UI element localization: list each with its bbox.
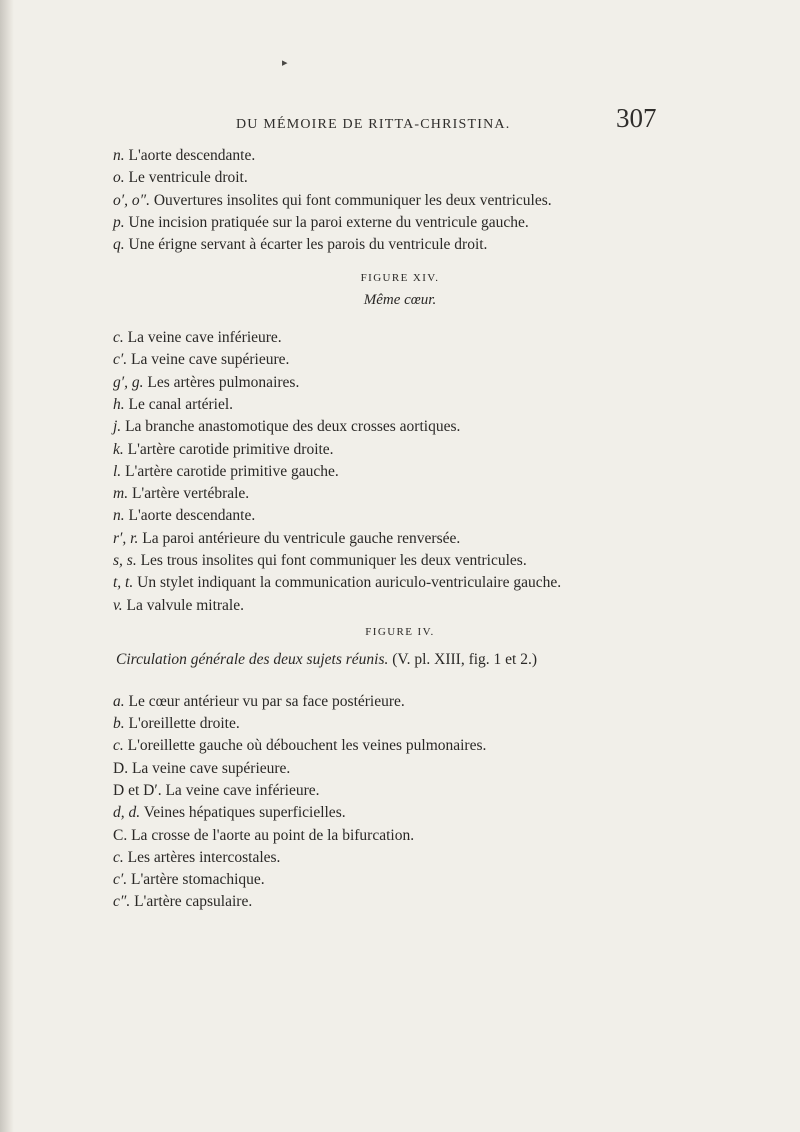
legend-item: [113, 168, 773, 188]
legend-item: [113, 870, 773, 890]
legend-item: [113, 328, 773, 348]
legend-label: c.: [113, 849, 124, 866]
legend-text: L'artère carotide primitive gauche.: [125, 463, 339, 480]
legend-item: [113, 692, 773, 712]
legend-label: g′, g.: [113, 374, 144, 391]
legend-label: o′, o″.: [113, 192, 150, 209]
legend-item: [113, 781, 773, 801]
legend-item: [113, 596, 773, 616]
legend-label: n.: [113, 147, 125, 164]
legend-label: c′.: [113, 871, 128, 888]
legend-item: [113, 213, 773, 233]
legend-label: C.: [113, 827, 128, 844]
legend-item: [113, 736, 773, 756]
legend-text: Ouvertures insolites qui font communiquer les deux ventricules.: [153, 192, 552, 209]
running-title: DU MÉMOIRE DE RITTA-CHRISTINA.: [236, 117, 511, 132]
figure-subheading-title: Circulation générale des deux sujets réunis.: [116, 651, 389, 668]
legend-label: q.: [113, 236, 125, 253]
legend-text: L'oreillette gauche où débouchent les veines pulmonaires.: [127, 737, 487, 754]
legend-item: [113, 373, 773, 393]
legend-item: [113, 235, 773, 255]
top-mark: ▸: [282, 57, 288, 69]
page-header: [0, 93, 800, 133]
legend-label: v.: [113, 597, 123, 614]
figure-subheading-reference: (V. pl. XIII, fig. 1 et 2.): [392, 651, 538, 668]
legend-item: [113, 484, 773, 504]
legend-label: j.: [113, 418, 122, 435]
legend-text: Veines hépatiques superficielles.: [143, 804, 346, 821]
legend-text: L'artère stomachique.: [131, 871, 265, 888]
legend-text: La crosse de l'aorte au point de la bifurcation.: [131, 827, 415, 844]
legend-text: L'artère carotide primitive droite.: [127, 441, 334, 458]
legend-item: [113, 529, 773, 549]
legend-text: La veine cave inférieure.: [127, 329, 282, 346]
legend-text: Un stylet indiquant la communication auriculo-ventriculaire gauche.: [137, 574, 562, 591]
legend-text: Le ventricule droit.: [128, 169, 248, 186]
legend-label: D.: [113, 760, 129, 777]
legend-text: La veine cave supérieure.: [131, 760, 291, 777]
legend-text: L'artère capsulaire.: [134, 893, 253, 910]
legend-item: [113, 714, 773, 734]
legend-label: p.: [113, 214, 125, 231]
legend-item: [113, 191, 773, 211]
legend-label: a.: [113, 693, 125, 710]
legend-text: L'oreillette droite.: [128, 715, 240, 732]
legend-text: Les artères pulmonaires.: [147, 374, 300, 391]
legend-text: La veine cave supérieure.: [131, 351, 290, 368]
legend-text: La valvule mitrale.: [126, 597, 244, 614]
legend-label: c.: [113, 737, 124, 754]
figure-subheading: Même cœur.: [363, 292, 437, 308]
legend-text: L'artère vertébrale.: [131, 485, 250, 502]
legend-item: [113, 826, 773, 846]
legend-item: [113, 440, 773, 460]
legend-item: [113, 350, 773, 370]
legend-label: c″.: [113, 893, 131, 910]
legend-label: t, t.: [113, 574, 134, 591]
legend-item: [113, 759, 773, 779]
legend-item: [113, 892, 773, 912]
legend-label: s, s.: [113, 552, 137, 569]
legend-item: [113, 803, 773, 823]
legend-text: Les trous insolites qui font communiquer les deux ventricules.: [140, 552, 527, 569]
legend-item: [113, 506, 773, 526]
page-number: 307: [616, 103, 657, 133]
legend-text: Une incision pratiquée sur la paroi externe du ventricule gauche.: [128, 214, 529, 231]
figure-heading: FIGURE IV.: [365, 626, 435, 638]
legend-text: Les artères intercostales.: [127, 849, 281, 866]
legend-text: L'aorte descendante.: [128, 147, 256, 164]
legend-item: [113, 146, 773, 166]
legend-label: o.: [113, 169, 125, 186]
figure-heading: FIGURE XIV.: [360, 272, 440, 284]
figure-subheading: [116, 651, 537, 669]
legend-text: La paroi antérieure du ventricule gauche renversée.: [142, 530, 461, 547]
legend-item: [113, 551, 773, 571]
legend-label: D et D′.: [113, 782, 162, 799]
legend-text: La branche anastomotique des deux crosses aortiques.: [125, 418, 461, 435]
legend-text: Le canal artériel.: [128, 396, 234, 413]
legend-label: b.: [113, 715, 125, 732]
legend-label: r′, r.: [113, 530, 139, 547]
legend-item: [113, 395, 773, 415]
legend-label: l.: [113, 463, 122, 480]
legend-label: d, d.: [113, 804, 141, 821]
legend-label: c.: [113, 329, 124, 346]
legend-text: La veine cave inférieure.: [165, 782, 320, 799]
legend-label: m.: [113, 485, 129, 502]
legend-label: c′.: [113, 351, 128, 368]
legend-text: Une érigne servant à écarter les parois du ventricule droit.: [128, 236, 488, 253]
legend-item: [113, 848, 773, 868]
page-gutter-shadow: [0, 0, 14, 1132]
legend-item: [113, 417, 773, 437]
legend-item: [113, 573, 773, 593]
legend-text: L'aorte descendante.: [128, 507, 256, 524]
legend-label: h.: [113, 396, 125, 413]
legend-item: [113, 462, 773, 482]
legend-label: k.: [113, 441, 124, 458]
legend-label: n.: [113, 507, 125, 524]
legend-text: Le cœur antérieur vu par sa face postérieure.: [128, 693, 405, 710]
